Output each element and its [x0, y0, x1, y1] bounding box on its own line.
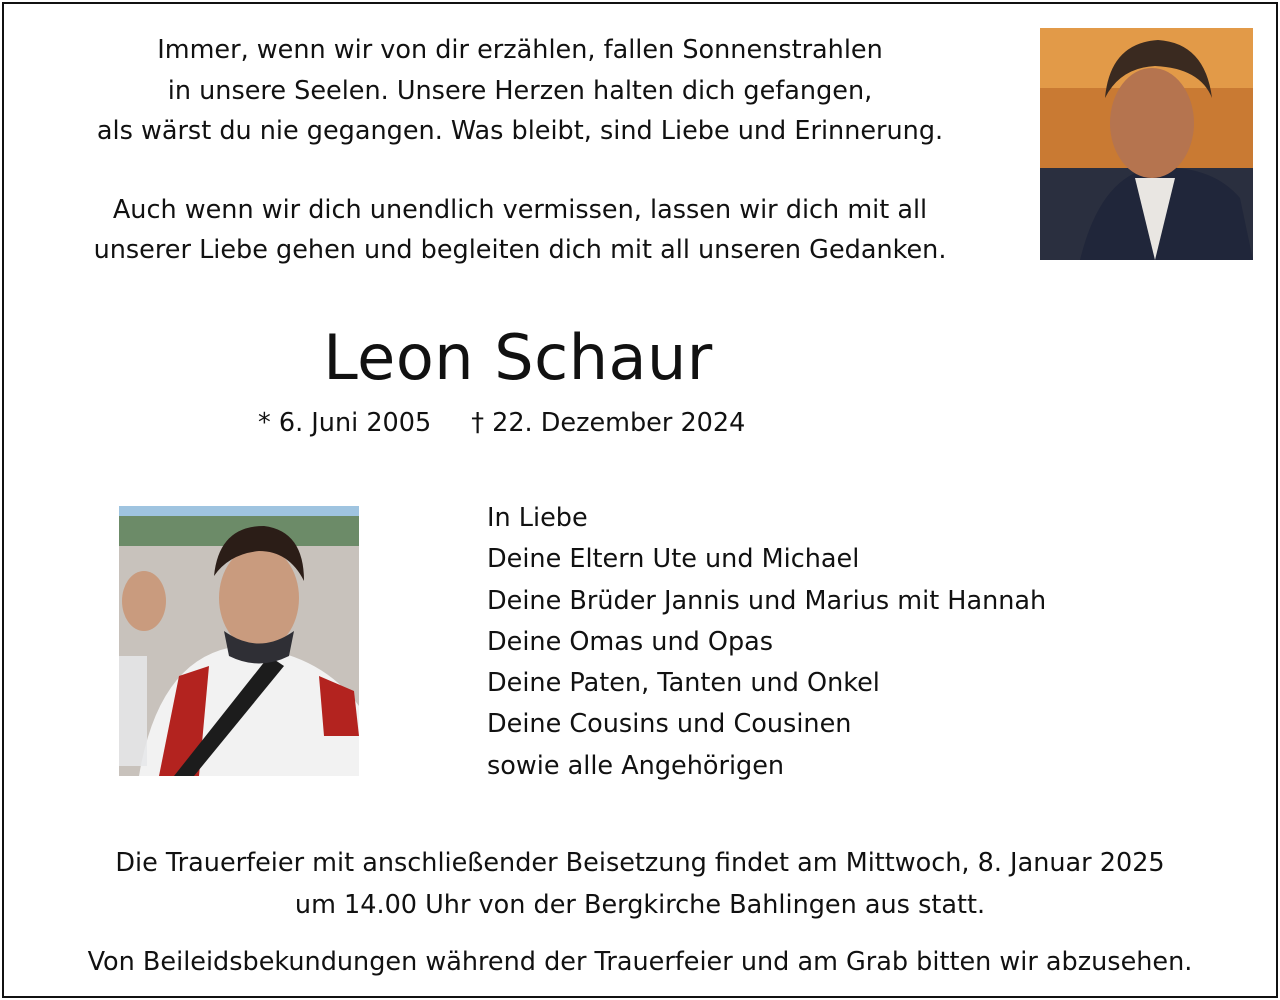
condolence-note: Von Beileidsbekundungen während der Trauerfeier und am Grab bitten wir abzusehen.: [87, 947, 1193, 977]
family-line: Deine Eltern Ute und Michael: [487, 544, 860, 575]
portrait-photo: [1040, 28, 1253, 260]
life-dates: [258, 405, 745, 441]
deceased-name: Leon Schaur: [323, 321, 713, 394]
poem-line: Immer, wenn wir von dir erzählen, fallen Sonnenstrahlen: [157, 35, 883, 65]
selfie-photo: [119, 506, 359, 776]
family-line: sowie alle Angehörigen: [487, 750, 785, 781]
family-line: Deine Paten, Tanten und Onkel: [487, 668, 880, 699]
poem-line: in unsere Seelen. Unsere Herzen halten dich gefangen,: [167, 75, 873, 106]
ceremony-info: [0, 842, 1280, 926]
poem-line: unserer Liebe gehen und begleiten dich mit all unseren Gedanken.: [93, 235, 947, 265]
family-list: [487, 498, 1046, 787]
death-date: † 22. Dezember 2024: [471, 408, 746, 438]
birth-date: * 6. Juni 2005: [258, 408, 432, 438]
ceremony-line: um 14.00 Uhr von der Bergkirche Bahlingen aus statt.: [294, 890, 986, 920]
ceremony-line: Die Trauerfeier mit anschließender Beisetzung findet am Mittwoch, 8. Januar 2025: [115, 848, 1165, 878]
poem-line: als wärst du nie gegangen. Was bleibt, sind Liebe und Erinnerung.: [96, 116, 944, 146]
poem: [20, 30, 1020, 271]
family-line: Deine Cousins und Cousinen: [487, 709, 852, 740]
family-line: In Liebe: [487, 503, 588, 533]
poem-line: Auch wenn wir dich unendlich vermissen, lassen wir dich mit all: [112, 194, 928, 225]
family-line: Deine Omas und Opas: [487, 626, 774, 657]
family-line: Deine Brüder Jannis und Marius mit Hannah: [487, 585, 1047, 616]
